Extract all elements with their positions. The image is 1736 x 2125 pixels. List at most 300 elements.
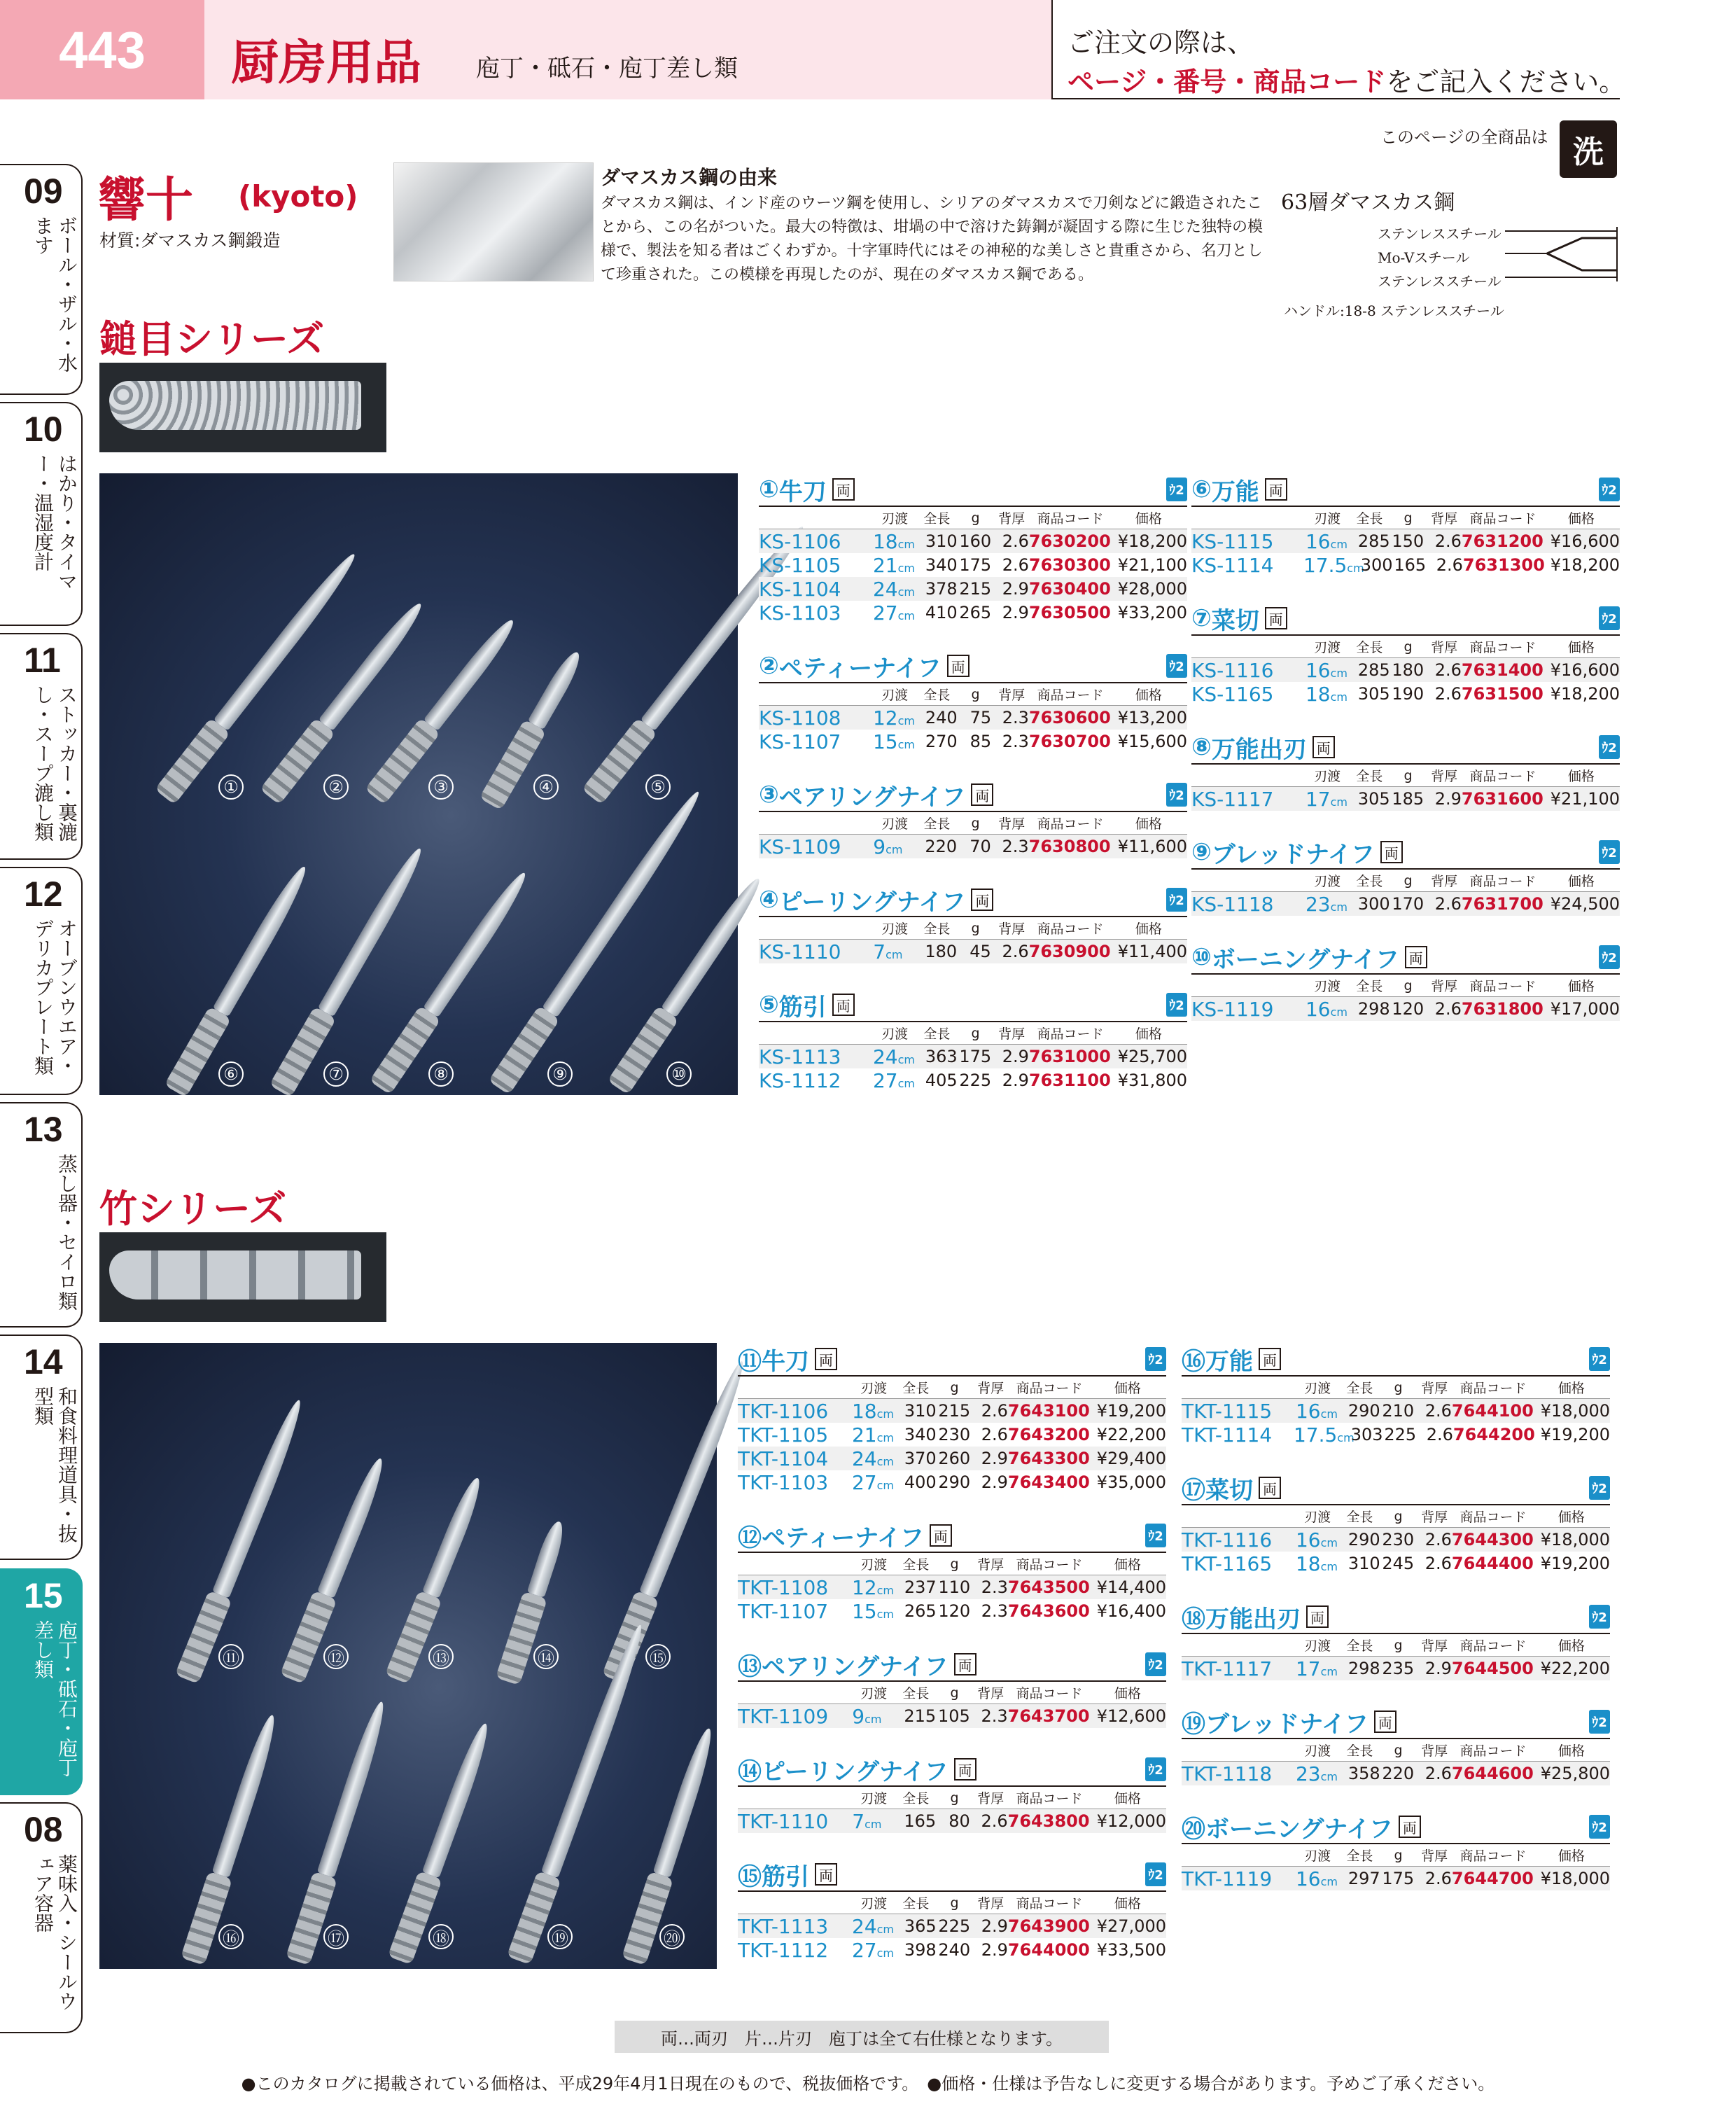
knife-blade [422,1475,486,1598]
price: ¥17,000 [1550,999,1620,1019]
total-length: 285 [1357,660,1390,680]
column-header: g [950,1556,959,1572]
column-header: 価格 [1558,1381,1585,1396]
table-header [738,1375,1166,1399]
model-number [738,1810,852,1833]
model-number [759,554,873,577]
double-edge-mark: 両 [1399,1816,1421,1838]
blade-size-value: 27 [851,1938,877,1962]
product-number: ③ [759,781,779,809]
column-header: 商品コード [1037,688,1104,703]
thickness: 2.6 [1434,660,1462,680]
chapter-tab-12[interactable] [0,867,83,1095]
knife-blade [639,1358,750,1598]
double-edge-mark: 両 [1312,736,1335,758]
model-number [738,1600,852,1623]
model-number [759,601,873,625]
spec-icon: ｳ2 [1599,735,1620,759]
table-header [1182,1633,1610,1657]
column-header: 価格 [1567,511,1595,527]
handle-closeup-tsuchime [99,363,386,452]
spec-icon: ｳ2 [1145,1652,1166,1676]
column-header: 背厚 [977,1791,1004,1806]
price: ¥31,800 [1117,1071,1188,1090]
blade-size-unit: cm [1337,1430,1354,1444]
knife-blade [424,615,519,731]
spec-icon: ｳ2 [1589,1815,1610,1839]
spec-icon: ｳ2 [1166,783,1187,807]
model-code: TKT-1110 [738,1809,829,1833]
product-block [1191,836,1620,916]
column-header: g [1404,872,1413,889]
product-number: ⑲ [1182,1710,1205,1739]
model-number [738,1915,852,1938]
spec-icon: ｳ2 [1589,1605,1610,1629]
knife-handle [496,1591,547,1685]
weight: 215 [959,579,992,599]
column-header: 全長 [902,1896,930,1911]
blade-size-value: 7 [873,940,886,963]
table-row [1182,1552,1610,1575]
blade-size-value: 17.5 [1293,1423,1338,1447]
weight: 225 [959,1071,992,1090]
double-edge-mark: 両 [930,1524,952,1547]
edge-legend: 両…両刃 片…片刃 庖丁は全て右仕様となります。 [615,2021,1109,2053]
model-number [1191,788,1306,811]
knife-number: ⑮ [645,1644,671,1669]
knife-handle [479,719,546,811]
product-code: 7644300 [1451,1530,1534,1549]
thickness: 2.3 [1002,837,1029,856]
total-length: 297 [1348,1869,1380,1888]
chapter-tab-number: 14 [24,1342,63,1381]
product-name: ボーニングナイフ [1211,945,1399,974]
product-name: 牛刀 [778,478,827,506]
chapter-tab-number: 11 [24,641,61,680]
column-header: 価格 [1114,1381,1141,1396]
weight: 70 [969,837,991,856]
blade-size-value: 16 [1305,997,1331,1021]
product-block [1191,731,1620,811]
knife-blade [422,1720,494,1878]
model-number [738,1939,852,1962]
column-header: 商品コード [1460,1381,1527,1396]
column-header: 背厚 [977,1557,1004,1573]
knife-number: ⑭ [533,1644,559,1669]
model-code: TKT-1107 [738,1599,829,1623]
total-length: 303 [1350,1425,1383,1444]
table-row [1182,1423,1610,1447]
column-header: 全長 [902,1686,930,1701]
blade-size-value: 16 [1295,1867,1321,1890]
knife-handle [269,1006,336,1098]
spec-icon: ｳ2 [1145,1347,1166,1371]
product-number: ⑦ [1191,604,1212,632]
product-block [759,779,1187,858]
weight: 120 [938,1601,971,1621]
total-length: 378 [925,579,958,599]
table-row [738,1575,1166,1599]
model-number [759,578,873,601]
thickness: 2.6 [1434,531,1462,551]
column-header: 背厚 [998,921,1026,937]
blade-size [1296,1400,1338,1423]
column-header: 背厚 [977,1381,1004,1396]
product-code: 7631500 [1461,684,1544,704]
weight: 210 [1382,1401,1415,1421]
dishwasher-note: このページの全商品は [1380,127,1548,147]
product-name: 万能 [1205,1347,1253,1376]
knife-number: ⑪ [218,1644,244,1669]
price: ¥12,000 [1096,1811,1166,1831]
column-header: 商品コード [1037,1026,1104,1042]
model-number [738,1423,852,1447]
weight: 75 [969,708,992,727]
model-number [1182,1423,1294,1447]
weight: 240 [938,1940,971,1960]
column-header: 全長 [1356,640,1383,655]
table-header [1191,506,1620,529]
column-header: 刃渡 [881,816,909,832]
column-header: 商品コード [1469,874,1536,889]
total-length: 310 [925,531,958,551]
knife-number: ⑯ [218,1924,244,1949]
blade-size-unit: cm [876,1922,894,1936]
blade-size [852,1939,894,1962]
column-header: 商品コード [1460,1638,1527,1654]
table-row [759,529,1187,553]
weight: 230 [1382,1530,1415,1549]
total-length: 237 [904,1577,937,1597]
double-edge-mark: 両 [1380,841,1403,863]
knife-blade [317,1455,389,1598]
product-code: 7643100 [1007,1401,1090,1421]
blade-size-value: 18 [872,529,898,553]
product-name: ペティーナイフ [762,1524,924,1552]
product-code: 7630300 [1028,555,1111,575]
chapter-tab-label: 庖丁・砥石・庖丁差し類 [31,1620,78,1777]
knife-blade [212,1713,281,1878]
model-number [1191,683,1306,706]
total-length: 363 [925,1047,958,1066]
column-header: 全長 [902,1791,930,1806]
weight: 180 [1392,660,1424,680]
blade-size-value: 12 [851,1575,877,1599]
model-code: KS-1112 [759,1068,841,1092]
weight: 290 [938,1472,971,1492]
model-number [1182,1528,1296,1552]
product-code: 7631200 [1461,531,1544,551]
price: ¥22,200 [1540,1659,1611,1678]
thickness: 2.6 [1424,1530,1452,1549]
thickness: 2.9 [1002,1047,1029,1066]
model-code: KS-1116 [1191,658,1274,682]
series-title-tsuchime: 鎚目シリーズ [99,317,325,361]
column-header: 背厚 [998,1026,1026,1042]
blade-size-value: 24 [872,577,898,601]
layer-label-outer-top: ステンレススチール [1378,225,1502,242]
blade-size-value: 15 [872,730,898,753]
table-row [759,577,1187,601]
double-edge-mark: 両 [1265,478,1287,501]
total-length: 240 [925,708,958,727]
product-number: ⑤ [759,991,779,1019]
blade-size-unit: cm [1330,537,1348,551]
total-length: 305 [1357,684,1390,704]
knife-number: ③ [428,774,454,800]
blade-size [852,1471,894,1494]
weight: 185 [1392,789,1424,809]
table-row [1191,997,1620,1021]
product-name: ペアリングナイフ [762,1652,948,1681]
product-number: ⑰ [1182,1476,1205,1505]
blade-size [873,730,915,753]
column-header: 価格 [1567,874,1595,889]
model-number [1182,1400,1296,1423]
price: ¥16,400 [1096,1601,1167,1621]
model-number [738,1576,852,1599]
model-code: TKT-1115 [1182,1399,1273,1423]
column-header: 価格 [1558,1510,1585,1525]
column-header: 背厚 [998,688,1026,703]
weight: 230 [938,1425,971,1444]
price: ¥18,200 [1117,531,1188,551]
model-number [1182,1552,1296,1575]
blade-size [1306,788,1348,811]
product-code: 7630800 [1028,837,1111,856]
thickness: 2.9 [1424,1659,1452,1678]
column-header: 価格 [1114,1557,1141,1573]
blade-size [1296,1867,1338,1890]
thickness: 2.3 [1002,708,1029,727]
model-number [759,1045,873,1068]
column-header: 全長 [1346,1743,1373,1759]
product-title [738,1858,1166,1890]
column-header: g [971,510,980,526]
product-number: ⑪ [738,1347,762,1376]
total-length: 305 [1357,789,1390,809]
weight: 160 [959,531,992,551]
model-code: KS-1108 [759,706,841,730]
blade-layer-diagram [1505,217,1624,287]
product-name: 筋引 [762,1862,809,1891]
chapter-tab-number: 10 [24,410,63,449]
price: ¥18,000 [1540,1530,1611,1549]
product-code: 7643600 [1007,1601,1090,1621]
knife-blade [661,874,766,1017]
column-header: 全長 [923,921,951,937]
table-row [1191,892,1620,916]
blade-size-value: 9 [852,1704,865,1728]
model-number [1191,554,1303,577]
product-title [759,779,1187,811]
column-header: 背厚 [998,511,1026,527]
total-length: 310 [1348,1554,1380,1573]
chapter-tab-14[interactable] [0,1335,83,1560]
thickness: 2.6 [1434,894,1462,914]
blade-size [873,706,915,730]
blade-size [873,530,915,553]
column-header: 背厚 [1431,979,1458,994]
product-code: 7630200 [1028,531,1111,551]
column-header: 背厚 [1421,1638,1448,1654]
product-code: 7643200 [1007,1425,1090,1444]
knife-handle [388,1871,442,1965]
product-title [759,473,1187,506]
blade-size [873,835,914,858]
product-title [738,1753,1166,1785]
blade-size [873,601,915,625]
material-note: 材質:ダマスカス鋼鍛造 [99,230,281,251]
product-block [738,1648,1166,1728]
column-header: g [950,1790,959,1806]
chapter-tab-09[interactable] [0,164,83,395]
product-block [1182,1706,1610,1785]
price: ¥18,200 [1550,555,1620,575]
column-header: 商品コード [1469,769,1536,784]
blade-size-value: 24 [851,1447,877,1470]
weight: 85 [969,732,992,751]
chapter-tab-number: 09 [24,172,63,211]
order-notice-rest: をご記入ください。 [1386,67,1626,97]
chapter-tab-label: ストッカー・裏漉し・スープ漉し類 [31,685,78,842]
column-header: 価格 [1114,1791,1141,1806]
table-header [738,1552,1166,1575]
thickness: 2.9 [981,1940,1008,1960]
page-number: 443 [0,0,204,99]
blade-size [873,554,915,577]
product-code: 7644600 [1451,1764,1534,1783]
thickness: 2.6 [1002,942,1029,961]
column-header: 全長 [923,688,951,703]
chapter-tab-08[interactable] [0,1802,83,2033]
category-subtitle: 庖丁・砥石・庖丁差し類 [476,55,738,83]
product-title [738,1343,1166,1375]
weight: 190 [1392,684,1424,704]
blade-size-value: 23 [1295,1762,1321,1785]
blade-size-value: 23 [1305,892,1331,916]
chapter-tab-number: 13 [24,1110,63,1149]
double-edge-mark: 両 [815,1863,837,1886]
product-photo-take [99,1343,717,1969]
product-code: 7631400 [1461,660,1544,680]
table-row [759,940,1187,963]
column-header: 全長 [1356,769,1383,784]
total-length: 410 [925,603,958,622]
series-title-take: 竹シリーズ [99,1187,287,1231]
total-length: 215 [904,1706,937,1726]
price: ¥18,000 [1540,1401,1611,1421]
product-name: 万能出刃 [1205,1605,1301,1633]
product-title [1182,1601,1610,1633]
product-block [1191,602,1620,706]
model-number [1191,998,1306,1021]
column-header: 価格 [1135,921,1162,937]
blade-size-value: 17 [1295,1657,1321,1680]
weight: 225 [938,1916,971,1936]
knife-number: ⑫ [323,1644,349,1669]
thickness: 2.3 [981,1601,1008,1621]
total-length: 285 [1357,531,1390,551]
spec-icon: ｳ2 [1166,888,1187,912]
table-header [1182,1504,1610,1528]
blade-size-value: 18 [1305,682,1331,706]
order-notice-line1: ご注文の際は、 [1068,27,1254,58]
product-code: 7643700 [1007,1706,1090,1726]
model-code: KS-1115 [1191,529,1274,553]
column-header: 商品コード [1016,1791,1083,1806]
blade-size-value: 24 [851,1914,877,1938]
chapter-tab-11[interactable] [0,633,83,860]
product-block [1191,473,1620,577]
chapter-tab-13[interactable] [0,1102,83,1328]
table-row [759,835,1187,858]
knife-blade [317,1699,391,1878]
price: ¥19,200 [1096,1401,1167,1421]
chapter-tab-label: はかり・タイマー・温湿度計 [31,454,78,591]
model-number [1182,1762,1296,1785]
model-code: TKT-1116 [1182,1528,1273,1552]
table-header [738,1680,1166,1704]
product-block [1191,941,1620,1021]
blade-size-unit: cm [864,1712,882,1726]
knife-handle [175,1590,232,1684]
price: ¥21,100 [1550,789,1620,809]
column-header: 背厚 [998,816,1026,832]
column-header: 刃渡 [1304,1381,1331,1396]
knife-number: ④ [533,774,559,800]
column-header: 商品コード [1460,1510,1527,1525]
chapter-tab-10[interactable] [0,402,83,626]
table-row [738,1470,1166,1494]
table-row [759,553,1187,577]
model-code: TKT-1108 [738,1575,829,1599]
thickness: 2.9 [1002,1071,1029,1090]
column-header: 全長 [1346,1381,1373,1396]
blade-size [1306,893,1348,916]
blade-size [873,578,915,601]
thickness: 2.6 [981,1425,1008,1444]
column-header: 価格 [1135,511,1162,527]
table-header [759,682,1187,706]
origin-title: ダマスカス鋼の由来 [601,166,778,189]
price: ¥19,200 [1540,1554,1611,1573]
column-header: 商品コード [1016,1686,1083,1701]
table-header [1191,634,1620,658]
double-edge-mark: 両 [815,1348,837,1370]
order-notice-emphasis: ページ・番号・商品コード [1068,67,1387,97]
table-row [738,1599,1166,1623]
model-code: KS-1105 [759,553,841,577]
blade-size [852,1447,894,1470]
blade-size-value: 21 [872,553,898,577]
price: ¥21,100 [1117,555,1188,575]
product-code: 7644400 [1451,1554,1534,1573]
column-header: 刃渡 [1304,1848,1331,1864]
product-code: 7630700 [1028,732,1111,751]
product-block [738,1519,1166,1623]
price: ¥15,600 [1117,732,1188,751]
column-header: g [950,1379,959,1395]
column-header: 価格 [1567,979,1595,994]
blade-size-unit: cm [876,1607,894,1621]
price: ¥28,000 [1117,579,1188,599]
table-row [1191,529,1620,553]
chapter-tab-15[interactable] [0,1568,83,1795]
column-header: 商品コード [1469,511,1536,527]
column-header: 刃渡 [1314,511,1341,527]
blade-size-value: 18 [1295,1552,1321,1575]
